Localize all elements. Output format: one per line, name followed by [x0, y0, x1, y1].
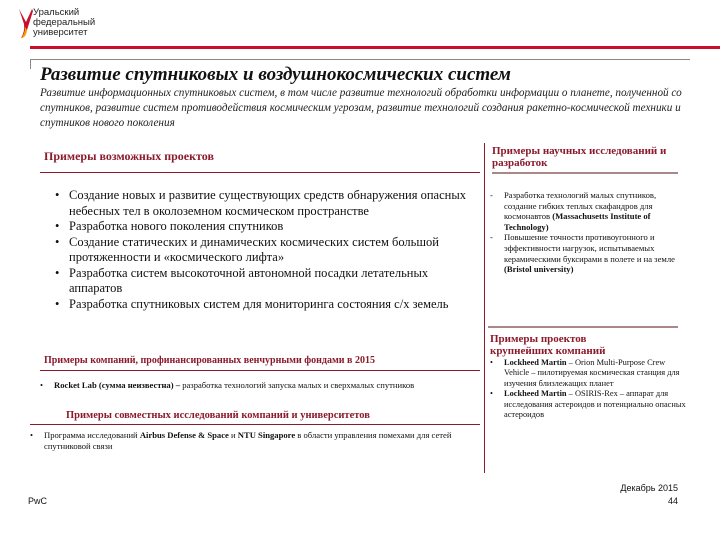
logo-line: Уральский: [33, 7, 80, 18]
slide-title: Развитие спутниковых и воздушнокосмических систем: [40, 64, 511, 85]
item-company: Lockheed Martin: [504, 389, 567, 399]
item-text: – OSIRIS-Rex – аппарат для исследования астероидов и потенциально опасных астероидов: [504, 389, 686, 420]
header-red-rule: [30, 46, 720, 49]
item-company: Lockheed Martin: [504, 358, 567, 367]
list-item: [490, 190, 690, 232]
slide-subtitle: Развитие информационных спутниковых систем, в том числе развитие технологий обработки информации о планете, полученной со спутников, развитие систем противодействия космическим угрозам, развитие технологий создания ракетно-космической техники и спутников нового поколения: [40, 87, 682, 129]
list-item: [490, 232, 690, 274]
possible-projects-list: [55, 188, 470, 312]
venture-list: [40, 380, 440, 390]
venture-header: Примеры компаний, профинансированных венчурными фондами в 2015: [44, 355, 375, 366]
joint-list: [30, 430, 460, 451]
list-item: [30, 430, 460, 451]
corporate-header: Примеры проектов крупнейших компаний: [490, 333, 606, 357]
divider: [492, 172, 678, 174]
divider: [40, 370, 480, 371]
item-text: разработка технологий запуска малых и сверхмалых спутников: [180, 380, 415, 390]
item-text: в области управления помехами для сетей спутниковой связи: [44, 430, 452, 451]
list-item: [490, 358, 690, 389]
item-text: – Orion Multi-Purpose Crew Vehicle – пилотируемая космическая станция для изучения близлежащих планет: [504, 358, 680, 388]
research-header: Примеры научных исследований и разработок: [492, 145, 667, 169]
corporate-list: [490, 358, 690, 420]
research-list: [490, 190, 690, 275]
item-text: Разработка технологий малых спутников, создание гибких теплых скафандров для космонавтов: [504, 190, 657, 222]
vertical-divider: [484, 143, 485, 473]
item-university: NTU Singapore: [237, 430, 296, 440]
item-org: (Bristol university): [504, 264, 574, 275]
logo-mark-icon: [18, 8, 34, 40]
item-text: и: [228, 430, 238, 440]
joint-header: Примеры совместных исследований компаний и университетов: [66, 410, 370, 421]
item-text: Программа исследований: [44, 430, 140, 440]
title-rule: [30, 59, 690, 60]
footer-date: Декабрь 2015: [620, 483, 678, 493]
list-item: [40, 380, 440, 390]
university-logo: [16, 6, 96, 40]
possible-projects-header: Примеры возможных проектов: [44, 149, 214, 163]
item-org: (Massachusetts Institute of Technology): [504, 211, 651, 232]
logo-line: университет: [33, 27, 88, 38]
list-item: • Создание новых и развитие существующих средств обнаружения опасных небесных тел в околоземном космическом пространстве: [55, 188, 470, 219]
item-company: Rocket Lab (сумма неизвестна) –: [54, 380, 181, 390]
list-item: • Разработка систем высокоточной автономной посадки летательных аппаратов: [55, 266, 470, 297]
list-item: [490, 389, 690, 420]
divider: [30, 424, 480, 425]
list-item: • Разработка нового поколения спутников: [55, 219, 470, 235]
item-text: Повышение точности противоугонного и эффективности нагрузок, испытываемых керамическими буксирами в полете и на земле: [504, 232, 675, 264]
item-company: Airbus Defense & Space: [139, 430, 229, 440]
page-number: 44: [667, 496, 678, 506]
divider: [40, 172, 480, 173]
list-item: • Разработка спутниковых систем для мониторинга состояния с/х земель: [55, 297, 470, 313]
list-item: • Создание статических и динамических космических систем большой протяженности и «космического лифта»: [55, 235, 470, 266]
divider: [488, 326, 678, 328]
footer-brand: PwC: [28, 496, 48, 506]
title-rule-tick: [30, 59, 31, 69]
logo-line: федеральный: [33, 17, 96, 28]
